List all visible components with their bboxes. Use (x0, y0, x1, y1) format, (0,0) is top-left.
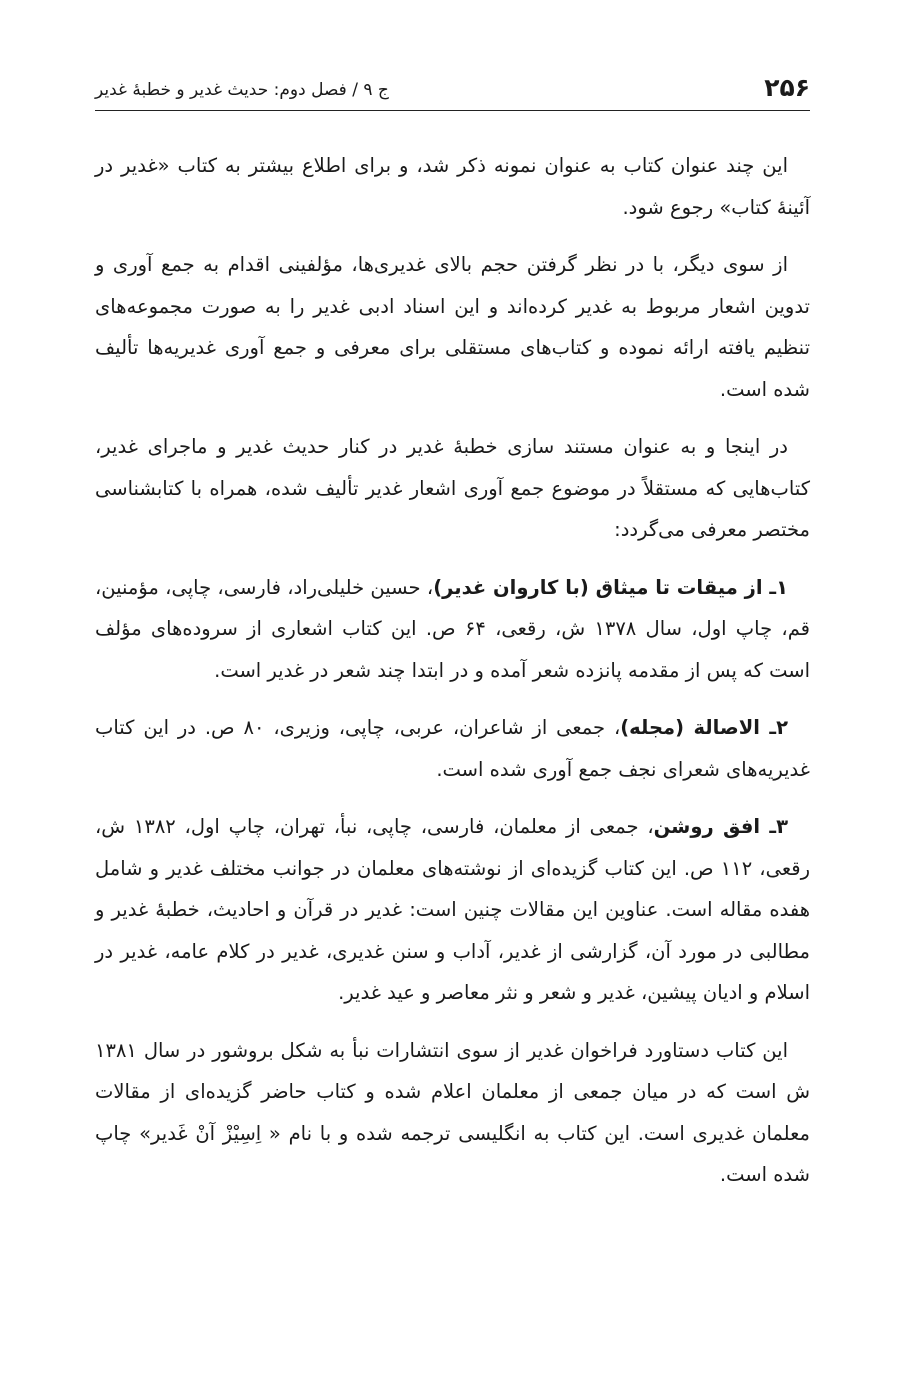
book-description-3: ، جمعی از معلمان، فارسی، چاپی، نبأ، تهران، چاپ اول، ۱۳۸۲ ش، رقعی، ۱۱۲ ص. این کتاب گزیده‌ای از نوشته‌های معلمان در جوانب مختلف غدیر و شامل هفده مقاله است. عناوین این مقالات چنین است: غدیر در قرآن و احادیث، خطبهٔ غدیر و مطالبی در مورد آن، گزارشی از غدیر، آداب و سنن غدیری، غدیر در کلام عامه، غدیر در اسلام و ادیان پیشین، غدیر و شعر و نثر معاصر و عید غدیر. (95, 815, 810, 1004)
paragraph-intro: این چند عنوان کتاب به عنوان نمونه ذکر شد، و برای اطلاع بیشتر به کتاب «غدیر در آئینهٔ کتاب» رجوع شود. (95, 154, 810, 219)
paragraph-closing: این کتاب دستاورد فراخوان غدیر از سوی انتشارات نبأ به شکل بروشور در سال ۱۳۸۱ ش است که در میان جمعی از معلمان اعلام شده و کتاب حاضر گزیده‌ای از مقالات معلمان غدیری است. این کتاب به انگلیسی ترجمه شده و با نام « اِسِیْزْ آنْ غَدیر» چاپ شده است. (95, 1038, 810, 1186)
page-header (95, 72, 810, 111)
book-title-2: ۲ـ الاصالة (مجله) (620, 716, 788, 739)
bibliography-item-3 (95, 806, 810, 1014)
book-title-1: ۱ـ از میقات تا میثاق (با کاروان غدیر) (433, 575, 788, 599)
page-number: ۲۵۶ (764, 73, 810, 102)
paragraph-collections: از سوی دیگر، با در نظر گرفتن حجم بالای غدیری‌ها، مؤلفینی اقدام به جمع آوری و تدوین اشعار مربوط به غدیر کرده‌اند و این اسناد ادبی غدیر را به صورت مجموعه‌های تنظیم یافته ارائه نموده و کتاب‌های مستقلی برای معرفی و جمع آوری غدیریه‌ها تألیف شده است. (95, 253, 810, 401)
paragraph-bibliography-intro: در اینجا و به عنوان مستند سازی خطبهٔ غدیر در کنار حدیث غدیر و ماجرای غدیر، کتاب‌هایی که مستقلاً در موضوع جمع آوری اشعار غدیر تألیف شده، همراه با کتابشناسی مختصر معرفی می‌گردد: (95, 435, 810, 541)
book-description-2: ، جمعی از شاعران، عربی، چاپی، وزیری، ۸۰ ص. در این کتاب غدیریه‌های شعرای نجف جمع آوری شده است. (95, 716, 810, 781)
bibliography-item-2 (95, 707, 810, 790)
body-text (95, 145, 810, 1212)
bibliography-item-1 (95, 567, 810, 692)
book-title-3: ۳ـ افق روشن (653, 815, 789, 838)
running-head: ج ۹ / فصل دوم: حدیث غدیر و خطبهٔ غدیر (95, 80, 389, 100)
book-description-1: ، حسین خلیلی‌راد، فارسی، چاپی، مؤمنین، قم، چاپ اول، سال ۱۳۷۸ ش، رقعی، ۶۴ ص. این کتاب اشعاری از سروده‌های مؤلف است که پس از مقدمه پانزده شعر آمده و در ابتدا چند شعر در غدیر است. (95, 575, 810, 682)
book-page (95, 0, 810, 1390)
